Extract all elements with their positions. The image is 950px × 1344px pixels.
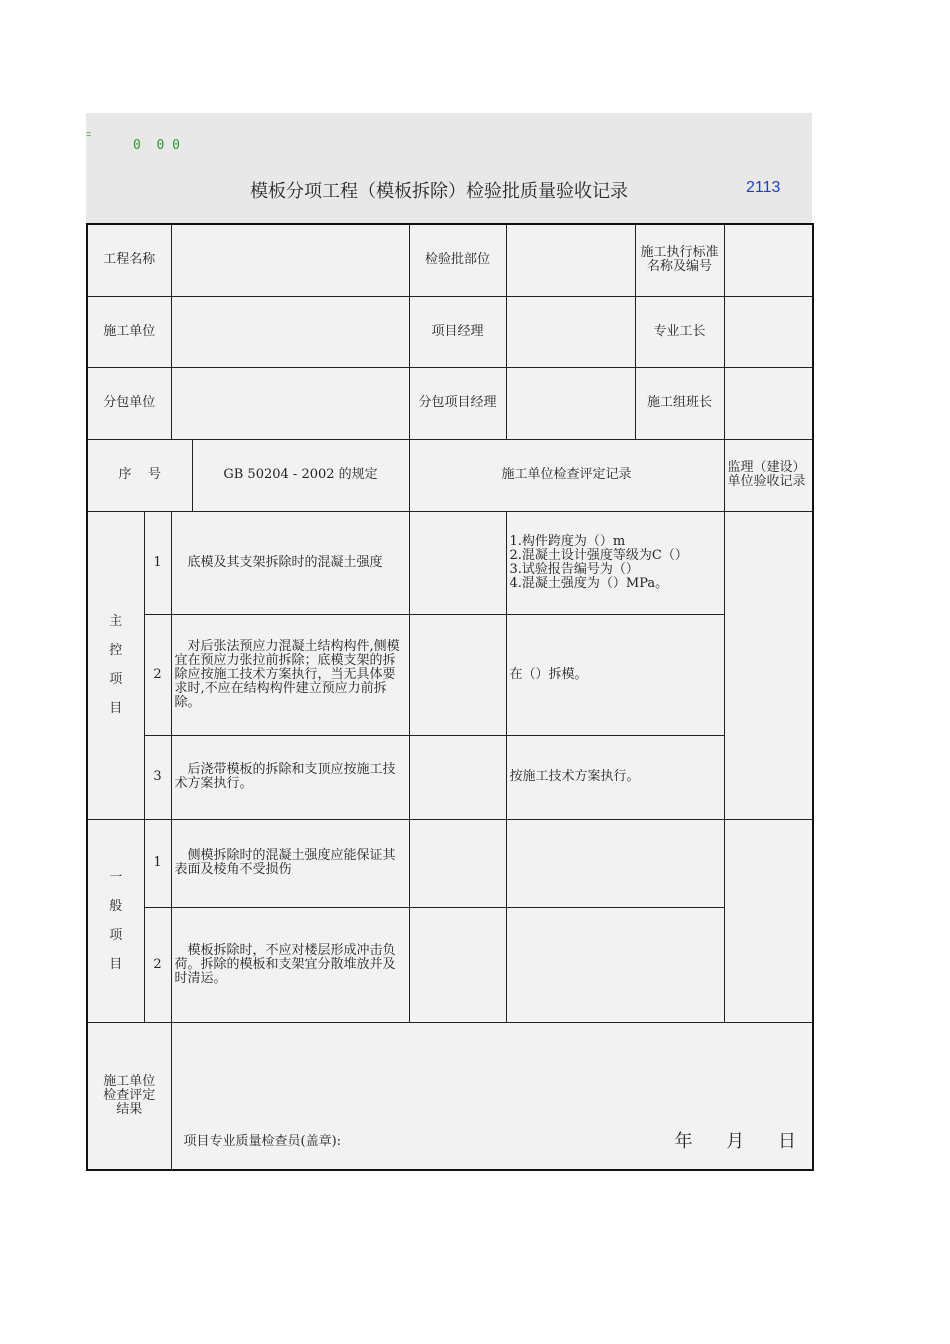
item-blank[interactable] xyxy=(409,511,506,614)
main-items-group-label: 主 控 项 目 xyxy=(87,511,144,819)
item-number: 2 xyxy=(144,614,171,735)
inspector-label: 项目专业质量检查员(盖章): xyxy=(183,1133,342,1149)
subcontract-unit-value[interactable] xyxy=(171,367,409,439)
team-leader-value[interactable] xyxy=(724,367,813,439)
item-record[interactable]: 1.构件跨度为（）m 2.混凝土设计强度等级为C（） 3.试验报告编号为（） 4.混凝土强度为（）MPa。 xyxy=(506,511,724,614)
item-record[interactable] xyxy=(506,907,724,1022)
item-spec: 对后张法预应力混凝土结构构件,侧模宜在预应力张拉前拆除；底模支架的拆除应按施工技术方案执行，当无具体要求时,不应在结构构件建立预应力前拆除。 xyxy=(171,614,409,735)
foreman-label: 专业工长 xyxy=(635,296,724,367)
main-item-row xyxy=(87,614,813,735)
batch-part-value[interactable] xyxy=(506,224,635,296)
general-item-row xyxy=(87,819,813,907)
corner-mark: = xyxy=(86,129,92,139)
item-record[interactable]: 在（）拆模。 xyxy=(506,614,724,735)
row-project-name xyxy=(87,224,813,296)
standard-value[interactable] xyxy=(724,224,813,296)
item-blank[interactable] xyxy=(409,819,506,907)
form-title: 模板分项工程（模板拆除）检验批质量验收记录 xyxy=(250,181,628,202)
project-name-value[interactable] xyxy=(171,224,409,296)
row-column-headers xyxy=(87,439,813,511)
item-spec: 底模及其支架拆除时的混凝土强度 xyxy=(171,511,409,614)
general-item-row xyxy=(87,907,813,1022)
construction-unit-label: 施工单位 xyxy=(87,296,171,367)
general-items-group-label: 一 般 项 目 xyxy=(87,819,144,1022)
subcontract-unit-label: 分包单位 xyxy=(87,367,171,439)
inspection-table xyxy=(86,223,814,1171)
result-sign-area[interactable] xyxy=(171,1022,813,1170)
standard-label: 施工执行标准名称及编号 xyxy=(635,224,724,296)
team-leader-label: 施工组班长 xyxy=(635,367,724,439)
project-name-label: 工程名称 xyxy=(87,224,171,296)
row-subcontract-unit xyxy=(87,367,813,439)
form-sheet xyxy=(86,113,812,1170)
main-supervision-cell[interactable] xyxy=(724,511,813,819)
record-header: 施工单位检查评定记录 xyxy=(409,439,724,511)
item-spec: 侧模拆除时的混凝土强度应能保证其表面及棱角不受损伤 xyxy=(171,819,409,907)
item-number: 1 xyxy=(144,511,171,614)
supervision-header: 监理（建设）单位验收记录 xyxy=(724,439,813,511)
main-item-row xyxy=(87,511,813,614)
project-manager-value[interactable] xyxy=(506,296,635,367)
subcontract-manager-label: 分包项目经理 xyxy=(409,367,506,439)
form-header xyxy=(86,113,812,223)
item-spec: 后浇带模板的拆除和支顶应按施工技术方案执行。 xyxy=(171,735,409,819)
spec-header: GB 50204 - 2002 的规定 xyxy=(192,439,409,511)
subcontract-manager-value[interactable] xyxy=(506,367,635,439)
batch-part-label: 检验批部位 xyxy=(409,224,506,296)
zero-counters: 0 0 0 xyxy=(133,138,180,153)
form-code: 2113 xyxy=(746,179,781,196)
item-number: 1 xyxy=(144,819,171,907)
general-supervision-cell[interactable] xyxy=(724,819,813,1022)
foreman-value[interactable] xyxy=(724,296,813,367)
item-blank[interactable] xyxy=(409,735,506,819)
row-result xyxy=(87,1022,813,1170)
item-record[interactable]: 按施工技术方案执行。 xyxy=(506,735,724,819)
main-item-row xyxy=(87,735,813,819)
item-blank[interactable] xyxy=(409,907,506,1022)
row-construction-unit xyxy=(87,296,813,367)
project-manager-label: 项目经理 xyxy=(409,296,506,367)
item-number: 2 xyxy=(144,907,171,1022)
item-record[interactable] xyxy=(506,819,724,907)
construction-unit-value[interactable] xyxy=(171,296,409,367)
seq-header: 序 号 xyxy=(87,439,192,511)
item-number: 3 xyxy=(144,735,171,819)
item-spec: 模板拆除时，不应对楼层形成冲击负荷。拆除的模板和支架宜分散堆放并及时清运。 xyxy=(171,907,409,1022)
date-label: 年 月 日 xyxy=(674,1130,811,1152)
result-label: 施工单位检查评定结果 xyxy=(87,1022,171,1170)
item-blank[interactable] xyxy=(409,614,506,735)
